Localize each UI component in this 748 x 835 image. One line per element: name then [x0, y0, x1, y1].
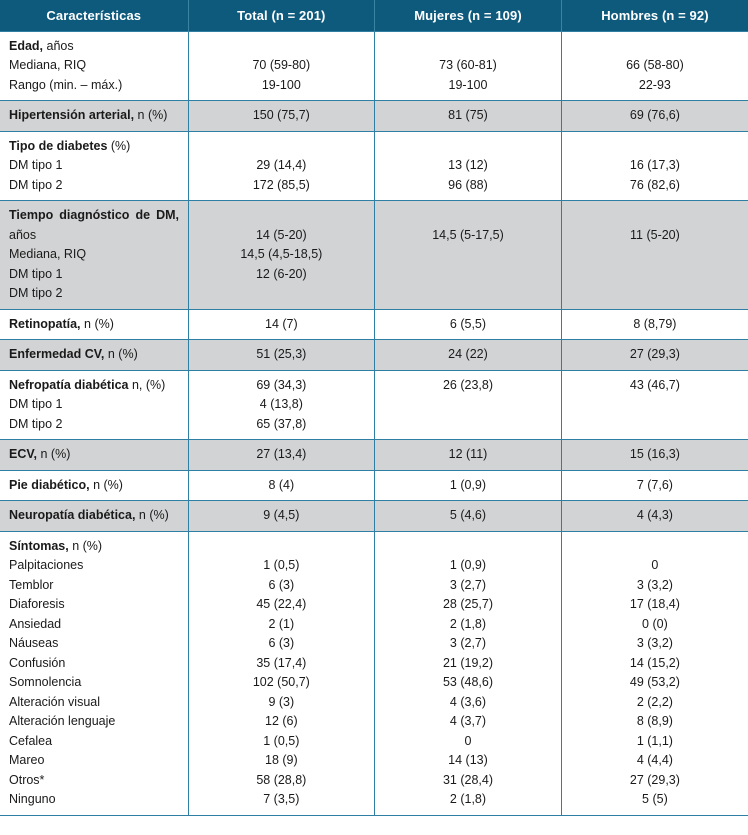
cell-value: 9 (3) — [268, 694, 295, 709]
row-label: Mediana, RIQ — [9, 58, 87, 72]
value-cell-total — [188, 440, 375, 471]
cell-value: 17 (18,4) — [629, 597, 680, 611]
row-label-cell-retinopatia — [0, 309, 188, 340]
value-cell-total — [188, 470, 375, 501]
cell-value: 26 (23,8) — [442, 377, 493, 392]
value-cell-hombres — [561, 131, 748, 201]
row-label: Neuropatía diabética, n (%) — [9, 508, 169, 522]
cell-value: 7 (7,6) — [636, 477, 673, 492]
row-label: DM tipo 1 — [9, 397, 63, 411]
value-cell-total — [188, 370, 375, 440]
row-label: Palpitaciones — [9, 558, 84, 572]
table-row — [0, 31, 748, 101]
cell-value: 58 (28,8) — [256, 772, 307, 787]
row-label: Tiempo diagnóstico de DM, — [9, 208, 179, 222]
cell-value: 0 — [651, 558, 659, 572]
value-cell-mujeres — [375, 340, 562, 371]
row-label: Alteración visual — [9, 694, 101, 709]
row-label: años — [9, 227, 37, 242]
row-label: Rango (min. – máx.) — [9, 77, 123, 92]
row-label: Mediana, RIQ — [9, 247, 87, 261]
row-label-cell-hipertension — [0, 101, 188, 132]
cell-value: 2 (1) — [268, 616, 295, 631]
row-label: Diaforesis — [9, 597, 65, 611]
value-cell-mujeres — [375, 501, 562, 532]
cell-value: 14 (13) — [448, 753, 488, 767]
table-row — [0, 309, 748, 340]
value-cell-hombres — [561, 501, 748, 532]
value-cell-total — [188, 131, 375, 201]
cell-value: 1 (0,5) — [263, 558, 300, 572]
value-cell-total — [188, 531, 375, 815]
cell-value: 16 (17,3) — [629, 158, 680, 172]
cell-value: 27 (13,4) — [256, 447, 307, 461]
cell-value: 43 (46,7) — [629, 377, 680, 392]
cell-value: 96 (88) — [448, 177, 488, 192]
value-cell-total — [188, 31, 375, 101]
cell-value: 35 (17,4) — [256, 655, 307, 670]
value-cell-mujeres — [375, 309, 562, 340]
value-cell-total — [188, 501, 375, 532]
column-header-mujeres: Mujeres (n = 109) — [375, 0, 562, 31]
cell-value: 7 (3,5) — [263, 792, 300, 806]
cell-value: 12 (6) — [265, 714, 298, 728]
cell-value: 69 (34,3) — [256, 377, 307, 392]
cell-value: 1 (0,5) — [263, 733, 300, 748]
cell-value: 3 (3,2) — [636, 636, 673, 650]
table-row — [0, 370, 748, 440]
value-cell-mujeres — [375, 201, 562, 310]
row-label: Mareo — [9, 753, 45, 767]
column-header-characteristics: Características — [0, 0, 188, 31]
table-row — [0, 131, 748, 201]
cell-value: 70 (59-80) — [252, 58, 311, 72]
cell-value: 27 (29,3) — [629, 772, 680, 787]
cell-value: 53 (48,6) — [442, 675, 493, 689]
cell-value: 102 (50,7) — [252, 675, 310, 689]
row-label: Retinopatía, n (%) — [9, 316, 114, 331]
table-row — [0, 440, 748, 471]
value-cell-mujeres — [375, 131, 562, 201]
header-row — [0, 0, 748, 31]
value-cell-total — [188, 201, 375, 310]
column-header-total: Total (n = 201) — [188, 0, 375, 31]
value-cell-total — [188, 340, 375, 371]
table-row — [0, 470, 748, 501]
cell-value: 6 (3) — [268, 577, 295, 592]
cell-value: 69 (76,6) — [629, 108, 680, 122]
value-cell-hombres — [561, 531, 748, 815]
row-label: DM tipo 2 — [9, 177, 63, 192]
cell-value: 19-100 — [448, 77, 488, 92]
cell-value: 6 (5,5) — [449, 316, 487, 331]
row-label: Pie diabético, n (%) — [9, 477, 123, 492]
value-cell-hombres — [561, 31, 748, 101]
value-cell-hombres — [561, 470, 748, 501]
cell-value: 12 (11) — [448, 447, 488, 461]
cell-value: 19-100 — [261, 77, 301, 92]
row-label: Confusión — [9, 655, 66, 670]
cell-value: 4 (13,8) — [259, 397, 303, 411]
value-cell-hombres — [561, 201, 748, 310]
row-label: DM tipo 1 — [9, 158, 63, 172]
row-label: Síntomas, n (%) — [9, 538, 103, 553]
cell-value: 5 (4,6) — [449, 508, 487, 522]
row-label: Alteración lenguaje — [9, 714, 116, 728]
cell-value: 150 (75,7) — [252, 108, 310, 122]
cell-value: 2 (2,2) — [636, 694, 673, 709]
row-label: Somnolencia — [9, 675, 82, 689]
cell-value: 27 (29,3) — [629, 347, 680, 361]
cell-value: 81 (75) — [448, 108, 488, 122]
column-header-hombres: Hombres (n = 92) — [561, 0, 748, 31]
row-label: ECV, n (%) — [9, 447, 71, 461]
value-cell-mujeres — [375, 31, 562, 101]
row-label: Otros* — [9, 772, 45, 787]
cell-value: 22-93 — [638, 77, 671, 92]
cell-value: 3 (2,7) — [449, 636, 487, 650]
cell-value: 66 (58-80) — [626, 58, 684, 72]
cell-value: 28 (25,7) — [442, 597, 493, 611]
cell-value: 4 (4,3) — [636, 508, 673, 522]
value-cell-hombres — [561, 440, 748, 471]
row-label: DM tipo 1 — [9, 266, 63, 281]
value-cell-mujeres — [375, 370, 562, 440]
row-label: Ninguno — [9, 792, 56, 806]
row-label-cell-enfermedad-cv — [0, 340, 188, 371]
table-row — [0, 101, 748, 132]
cell-value: 3 (2,7) — [449, 577, 487, 592]
row-label-cell-tipo-diabetes — [0, 131, 188, 201]
cell-value: 65 (37,8) — [256, 416, 307, 431]
cell-value: 31 (28,4) — [442, 772, 493, 787]
row-label-cell-neuropatia — [0, 501, 188, 532]
row-label: DM tipo 2 — [9, 286, 63, 300]
value-cell-hombres — [561, 101, 748, 132]
row-label: Enfermedad CV, n (%) — [9, 347, 138, 361]
cell-value: 14 (5-20) — [255, 227, 307, 242]
cell-value: 2 (1,8) — [449, 616, 487, 631]
table-body — [0, 31, 748, 815]
cell-value: 0 (0) — [642, 616, 668, 631]
cell-value: 13 (12) — [448, 158, 488, 172]
cell-value: 8 (8,79) — [633, 316, 677, 331]
cell-value: 6 (3) — [268, 636, 295, 650]
cell-value: 4 (3,7) — [449, 714, 487, 728]
cell-value: 76 (82,6) — [629, 177, 680, 192]
value-cell-mujeres — [375, 101, 562, 132]
table-row — [0, 340, 748, 371]
value-cell-hombres — [561, 340, 748, 371]
cell-value: 1 (1,1) — [636, 733, 673, 748]
cell-value: 9 (4,5) — [263, 508, 300, 522]
cell-value: 73 (60-81) — [439, 58, 497, 72]
row-label: Edad, años — [9, 38, 74, 53]
row-label: Náuseas — [9, 636, 59, 650]
cell-value: 2 (1,8) — [449, 792, 487, 806]
table-row — [0, 531, 748, 815]
row-label: Nefropatía diabética n, (%) — [9, 377, 166, 392]
value-cell-mujeres — [375, 531, 562, 815]
table-row — [0, 201, 748, 310]
value-cell-mujeres — [375, 440, 562, 471]
cell-value: 5 (5) — [642, 792, 668, 806]
cell-value: 4 (3,6) — [449, 694, 487, 709]
value-cell-hombres — [561, 309, 748, 340]
cell-value: 12 (6-20) — [255, 266, 307, 281]
row-label: Temblor — [9, 577, 54, 592]
cell-value: 21 (19,2) — [442, 655, 493, 670]
row-label-cell-nefropatia — [0, 370, 188, 440]
table-header — [0, 0, 748, 31]
cell-value: 1 (0,9) — [449, 558, 487, 572]
row-label: Tipo de diabetes (%) — [9, 138, 131, 153]
cell-value: 14,5 (5-17,5) — [432, 227, 504, 242]
row-label-cell-pie-diabetico — [0, 470, 188, 501]
cell-value: 45 (22,4) — [256, 597, 307, 611]
cell-value: 49 (53,2) — [629, 675, 680, 689]
cell-value: 24 (22) — [448, 347, 488, 361]
row-label: DM tipo 2 — [9, 416, 63, 431]
row-label-cell-edad — [0, 31, 188, 101]
cell-value: 8 (4) — [268, 477, 295, 492]
value-cell-hombres — [561, 370, 748, 440]
value-cell-mujeres — [375, 470, 562, 501]
row-label-cell-ecv — [0, 440, 188, 471]
value-cell-total — [188, 101, 375, 132]
cell-value: 4 (4,4) — [636, 753, 673, 767]
cell-value: 8 (8,9) — [636, 714, 673, 728]
cell-value: 29 (14,4) — [256, 158, 307, 172]
cell-value: 172 (85,5) — [252, 177, 310, 192]
row-label: Hipertensión arterial, n (%) — [9, 108, 168, 122]
row-label-cell-sintomas — [0, 531, 188, 815]
cell-value: 51 (25,3) — [256, 347, 307, 361]
table-row — [0, 501, 748, 532]
cell-value: 14 (15,2) — [629, 655, 680, 670]
cell-value: 14 (7) — [265, 316, 298, 331]
cell-value: 1 (0,9) — [449, 477, 487, 492]
row-label: Cefalea — [9, 733, 53, 748]
cell-value: 15 (16,3) — [629, 447, 680, 461]
value-cell-total — [188, 309, 375, 340]
cell-value: 3 (3,2) — [636, 577, 673, 592]
cell-value: 18 (9) — [265, 753, 298, 767]
cell-value: 0 — [464, 733, 472, 748]
row-label: Ansiedad — [9, 616, 62, 631]
cell-value: 14,5 (4,5-18,5) — [240, 247, 323, 261]
cell-value: 11 (5-20) — [630, 227, 680, 242]
row-label-cell-tiempo-diagnostico — [0, 201, 188, 310]
